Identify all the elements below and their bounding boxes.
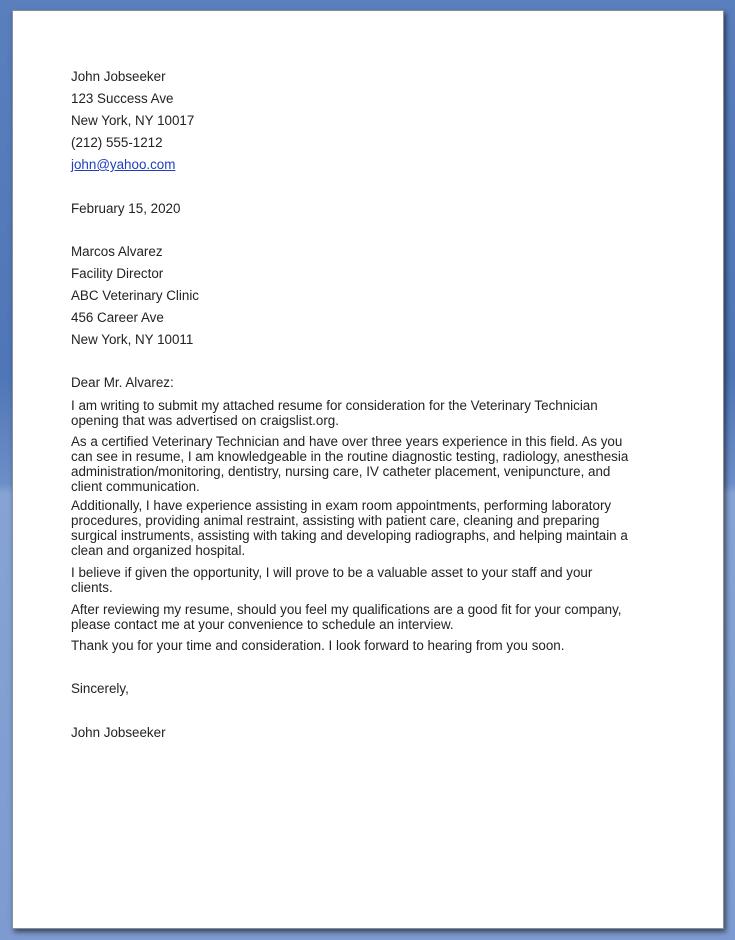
paragraph-line: I believe if given the opportunity, I will prove to be a valuable asset to your staff and your: [71, 565, 593, 580]
paragraph-6: [71, 638, 564, 653]
sender-phone: (212) 555-1212: [71, 135, 163, 150]
paragraph-2: [71, 434, 628, 494]
paragraph-3: [71, 498, 628, 558]
paragraph-line: procedures, providing animal restraint, assisting with patient care, cleaning and preparing: [71, 513, 600, 528]
recipient-street: 456 Career Ave: [71, 310, 164, 325]
salutation: Dear Mr. Alvarez:: [71, 375, 174, 390]
paragraph-line: please contact me at your convenience to schedule an interview.: [71, 617, 454, 632]
paragraph-line: Thank you for your time and consideration. I look forward to hearing from you soon.: [71, 638, 565, 653]
recipient-company: ABC Veterinary Clinic: [71, 288, 200, 303]
paragraph-line: Additionally, I have experience assisting in exam room appointments, performing laboratory: [71, 498, 612, 513]
letter-date: February 15, 2020: [71, 201, 181, 216]
recipient-name: Marcos Alvarez: [71, 244, 163, 259]
recipient-city: New York, NY 10011: [71, 332, 194, 347]
paragraph-line: After reviewing my resume, should you feel my qualifications are a good fit for your company,: [71, 602, 622, 617]
paragraph-line: opening that was advertised on craigslist.org.: [71, 413, 339, 428]
paragraph-line: clients.: [71, 580, 113, 595]
sender-street: 123 Success Ave: [71, 91, 174, 106]
paragraph-5: [71, 602, 622, 632]
signature: John Jobseeker: [71, 725, 166, 740]
paragraph-line: can see in resume, I am knowledgeable in the routine diagnostic testing, radiology, anesthesia: [71, 449, 629, 464]
paragraph-line: client communication.: [71, 479, 200, 494]
paragraph-line: clean and organized hospital.: [71, 543, 246, 558]
paragraph-1: [71, 398, 598, 428]
sender-name: John Jobseeker: [71, 69, 166, 84]
paragraph-line: administration/monitoring, dentistry, nursing care, IV catheter placement, venipuncture, and: [71, 464, 611, 479]
sender-email-link[interactable]: john@yahoo.com: [71, 157, 176, 172]
paragraph-line: As a certified Veterinary Technician and have over three years experience in this field. As you: [71, 434, 623, 449]
paragraph-line: surgical instruments, assisting with taking and developing radiographs, and helping maintain a: [71, 528, 628, 543]
recipient-title: Facility Director: [71, 266, 164, 281]
sender-city: New York, NY 10017: [71, 113, 195, 128]
paragraph-line: I am writing to submit my attached resume for consideration for the Veterinary Technician: [71, 398, 598, 413]
document-page: [12, 10, 724, 929]
paragraph-4: [71, 565, 592, 595]
closing: Sincerely,: [71, 681, 129, 696]
